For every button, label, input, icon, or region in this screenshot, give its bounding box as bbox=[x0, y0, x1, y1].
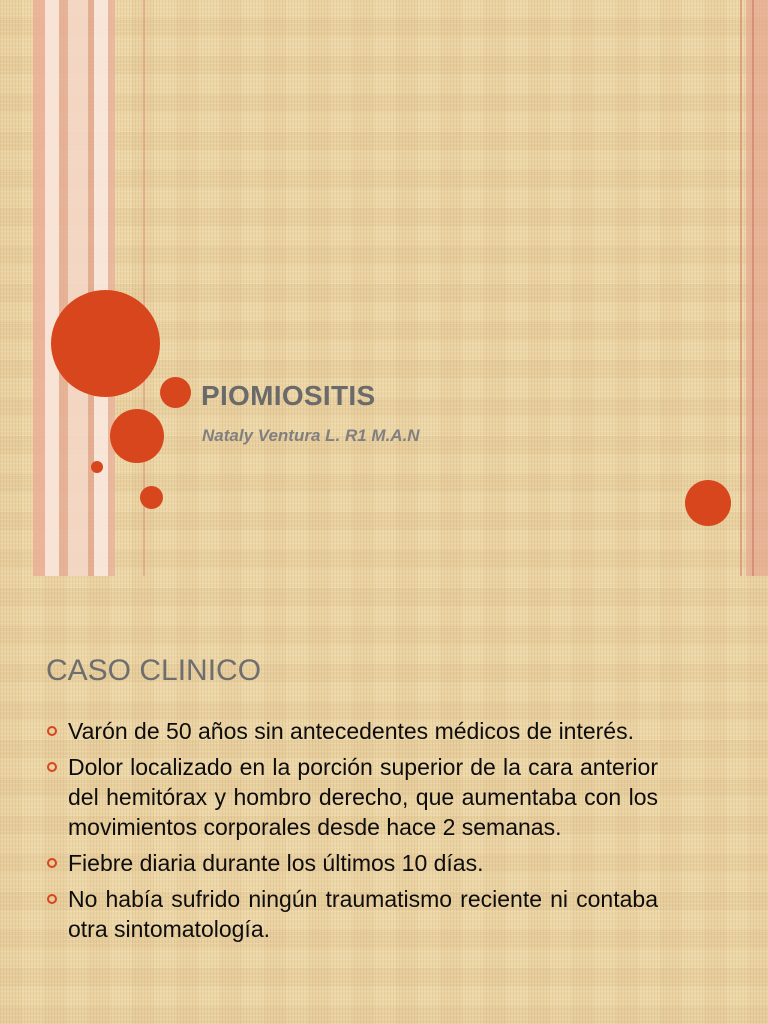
decorative-stripe bbox=[108, 0, 115, 576]
decorative-stripe bbox=[94, 0, 108, 576]
section-heading: CASO CLINICO bbox=[46, 654, 262, 687]
decorative-stripe-right bbox=[740, 0, 742, 576]
list-item-text: No había sufrido ningún traumatismo reciente ni contaba otra sintomatología. bbox=[68, 886, 658, 942]
list-item bbox=[46, 716, 658, 746]
decorative-stripe bbox=[68, 0, 88, 576]
tiny-circle-decoration bbox=[91, 461, 103, 473]
decorative-stripe-right bbox=[746, 0, 768, 576]
list-item-text: Fiebre diaria durante los últimos 10 días. bbox=[68, 850, 484, 876]
ring-bullet-icon bbox=[47, 726, 57, 736]
ring-bullet-icon bbox=[47, 762, 57, 772]
list-item-text: Varón de 50 años sin antecedentes médicos de interés. bbox=[68, 718, 634, 744]
list-item bbox=[46, 752, 658, 842]
decorative-stripe bbox=[59, 0, 68, 576]
slide-title: PIOMIOSITIS bbox=[201, 380, 376, 411]
decorative-stripe bbox=[45, 0, 59, 576]
content-slide bbox=[0, 576, 768, 1024]
decorative-stripe bbox=[33, 0, 45, 576]
ring-bullet-icon bbox=[47, 858, 57, 868]
list-item-text: Dolor localizado en la porción superior de la cara anterior del hemitórax y hombro derecho, que aumentaba con los movimientos corporales desde hace 2 semanas. bbox=[68, 754, 658, 840]
slide-subtitle: Nataly Ventura L. R1 M.A.N bbox=[202, 426, 420, 445]
medium-circle-decoration bbox=[110, 409, 164, 463]
right-circle-decoration bbox=[685, 480, 731, 526]
ring-bullet-icon bbox=[47, 894, 57, 904]
large-circle-decoration bbox=[51, 290, 160, 397]
small-circle-decoration bbox=[140, 486, 163, 509]
small-circle-decoration bbox=[160, 377, 191, 408]
list-item bbox=[46, 848, 658, 878]
list-item bbox=[46, 884, 658, 944]
decorative-stripe-right bbox=[752, 0, 754, 576]
bullet-list bbox=[46, 716, 658, 950]
